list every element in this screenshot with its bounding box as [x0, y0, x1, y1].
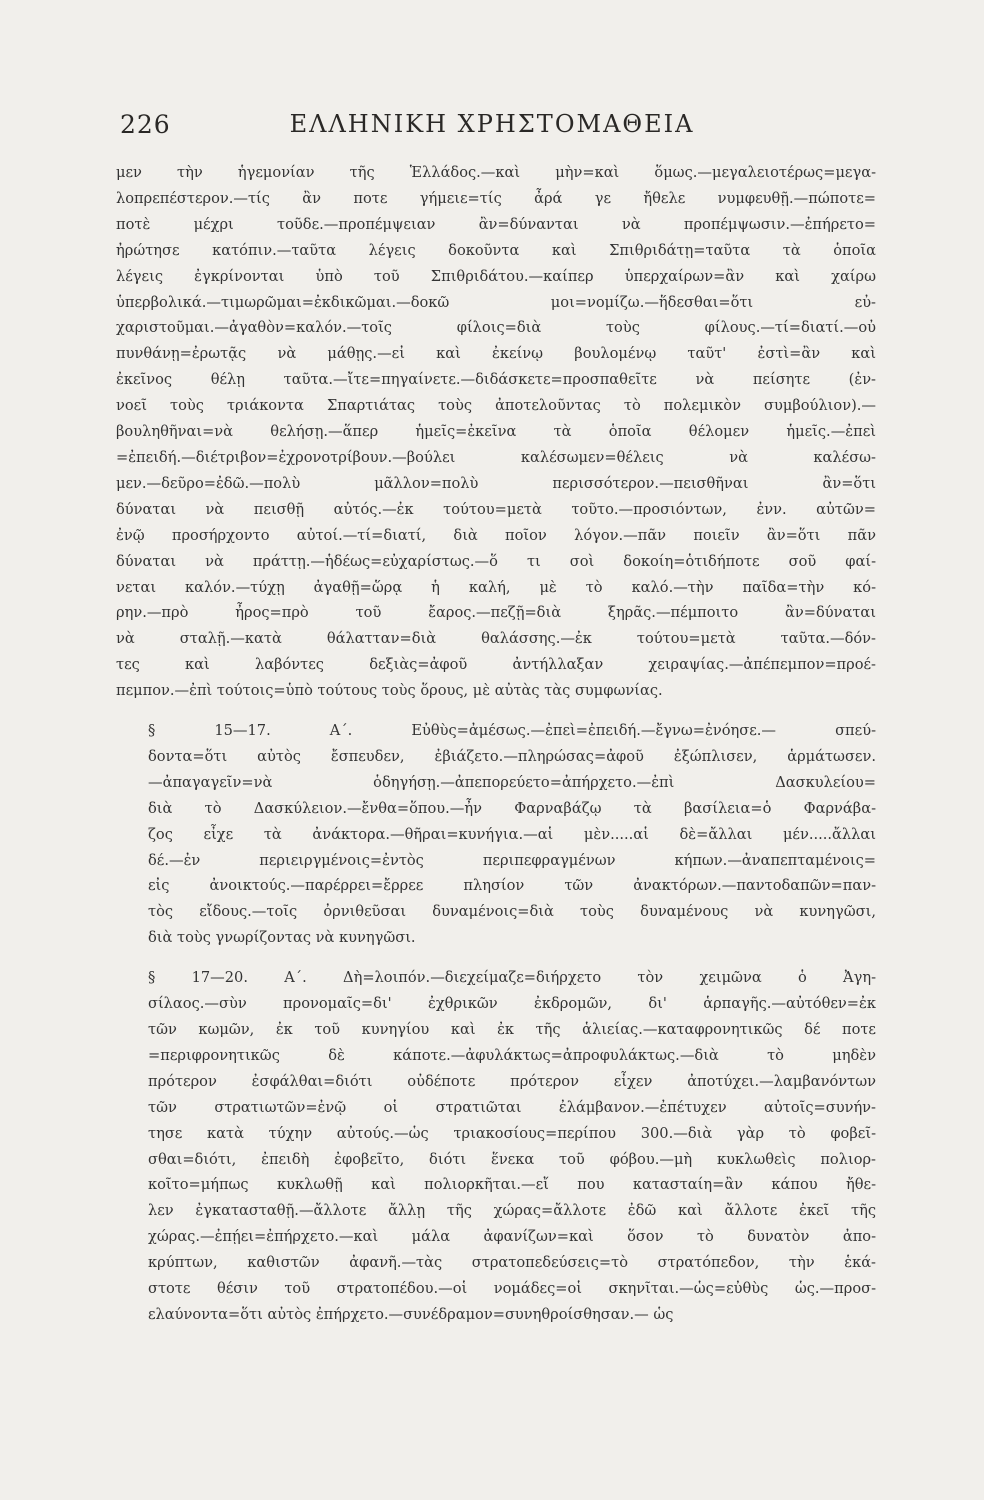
- text-line: λέγεις ἐγκρίνονται ὑπὸ τοῦ Σπιθριδάτου.—καίπερ ὑπερχαίρων=ἂν καὶ χαίρω: [116, 267, 876, 285]
- text-line: μεν τὴν ἡγεμονίαν τῆς Ἑλλάδος.—καὶ μὴν=καὶ ὅμως.—μεγαλειοτέρως=μεγα-: [116, 164, 876, 181]
- text-line: διὰ τὸ Δασκύλειον.—ἔνθα=ὅπου.—ἦν Φαρναβάζῳ τὰ βασίλεια=ὁ Φαρνάβα-: [148, 799, 876, 817]
- text-line: δοντα=ὅτι αὐτὸς ἔσπευδεν, ἐβιάζετο.—πληρώσας=ἀφοῦ ἐξώπλισεν, ἁρμάτωσεν.: [148, 747, 876, 765]
- text-line: διὰ τοὺς γνωρίζοντας νὰ κυνηγῶσι.: [148, 929, 416, 947]
- text-line: § 17—20. Α΄. Δὴ=λοιπόν.—διεχείμαζε=διήρχετο τὸν χειμῶνα ὁ Ἀγη-: [148, 969, 876, 987]
- text-line: πυνθάνῃ=ἐρωτᾷς νὰ μάθῃς.—εἰ καὶ ἐκείνῳ βουλομένῳ ταῦτ' ἐστὶ=ἂν καὶ: [116, 345, 876, 363]
- text-line: τησε κατὰ τύχην αὐτούς.—ὡς τριακοσίους=περίπου 300.—διὰ γὰρ τὸ φοβεῖ-: [148, 1124, 876, 1142]
- text-line: σθαι=διότι, ἐπειδὴ ἐφοβεῖτο, διότι ἕνεκα τοῦ φόβου.—μὴ κυκλωθεὶς πολιορ-: [148, 1150, 876, 1168]
- text-line: ἐνῷ προσήρχοντο αὐτοί.—τί=διατί, διὰ ποῖον λόγον.—πᾶν ποιεῖν ἂν=ὅτι πᾶν: [116, 526, 876, 544]
- text-line: κοῖτο=μήπως κυκλωθῇ καὶ πολιορκῆται.—εἴ που κατασταίη=ἂν κάπου ἤθε-: [148, 1176, 876, 1194]
- text-line: ὑπερβολικά.—τιμωρῶμαι=ἐκδικῶμαι.—δοκῶ μοι=νομίζω.—ἥδεσθαι=ὅτι εὐ-: [116, 293, 876, 311]
- text-line: —ἀπαγαγεῖν=νὰ ὁδηγήσῃ.—ἀπεπορεύετο=ἀπήρχετο.—ἐπὶ Δασκυλείου=: [148, 773, 876, 791]
- text-line: ἐκεῖνος θέλῃ ταῦτα.—ἴτε=πηγαίνετε.—διδάσκετε=προσπαθεῖτε νὰ πείσητε (ἐν-: [116, 371, 876, 389]
- text-line: πεμπον.—ἐπὶ τούτοις=ὑπὸ τούτους τοὺς ὅρους, μὲ αὐτὰς τὰς συμφωνίας.: [116, 682, 663, 700]
- text-line: ρην.—πρὸ ἦρος=πρὸ τοῦ ἔαρος.—πεζῇ=διὰ ξηρᾶς.—πέμποιτο ἂν=δύναται: [116, 604, 876, 622]
- page-number: 226: [120, 110, 171, 139]
- text-line: =περιφρονητικῶς δὲ κάποτε.—ἀφυλάκτως=ἀπροφυλάκτως.—διὰ τὸ μηδὲν: [148, 1046, 876, 1064]
- text-line: πρότερον ἐσφάλθαι=διότι οὐδέποτε πρότερον εἶχεν ἀποτύχει.—λαμβανόντων: [148, 1072, 876, 1090]
- paragraph-section: [116, 965, 876, 1328]
- text-line: νὰ σταλῇ.—κατὰ θάλατταν=διὰ θαλάσσης.—ἐκ τούτου=μετὰ ταῦτα.—δόν-: [116, 630, 876, 648]
- commentary-text: [116, 160, 876, 1328]
- text-line: § 15—17. Α΄. Εὐθὺς=ἀμέσως.—ἐπεὶ=ἐπειδή.—ἔγνω=ἐνόησε.— σπεύ-: [148, 722, 876, 740]
- text-line: τῶν στρατιωτῶν=ἐνῷ οἱ στρατιῶται ἐλάμβανον.—ἐπέτυχεν αὐτοῖς=συνήν-: [148, 1098, 876, 1116]
- running-head: ΕΛΛΗΝΙΚΗ ΧΡΗΣΤΟΜΑΘΕΙΑ: [289, 110, 695, 138]
- page-header: [120, 110, 864, 146]
- text-line: βουληθῆναι=νὰ θελήσῃ.—ἅπερ ἡμεῖς=ἐκεῖνα τὰ ὁποῖα θέλομεν ἡμεῖς.—ἐπεὶ: [116, 423, 876, 441]
- text-line: λεν ἐγκατασταθῇ.—ἄλλοτε ἄλλῃ τῆς χώρας=ἄλλοτε ἐδῶ καὶ ἄλλοτε ἐκεῖ τῆς: [148, 1202, 876, 1220]
- paragraph-notes: [116, 160, 876, 704]
- text-line: =ἐπειδή.—διέτριβον=ἐχρονοτρίβουν.—βούλει καλέσωμεν=θέλεις νὰ καλέσω-: [116, 448, 876, 466]
- text-line: δύναται νὰ πεισθῇ αὐτός.—ἐκ τούτου=μετὰ τοῦτο.—προσιόντων, ἐνν. αὐτῶν=: [116, 500, 876, 518]
- text-line: νοεῖ τοὺς τριάκοντα Σπαρτιάτας τοὺς ἀποτελοῦντας τὸ πολεμικὸν συμβούλιον).—: [116, 397, 876, 415]
- text-line: νεται καλόν.—τύχῃ ἀγαθῇ=ὥρᾳ ἡ καλή, μὲ τὸ καλό.—τὴν παῖδα=τὴν κό-: [116, 578, 876, 596]
- text-line: κρύπτων, καθιστῶν ἀφανῆ.—τὰς στρατοπεδεύσεις=τὸ στρατόπεδον, τὴν ἑκά-: [148, 1254, 876, 1272]
- text-line: εἰς ἀνοικτούς.—παρέρρει=ἔρρεε πλησίον τῶν ἀνακτόρων.—παντοδαπῶν=παν-: [148, 877, 876, 895]
- text-line: ζος εἶχε τὰ ἀνάκτορα.—θῆραι=κυνήγια.—αἱ μὲν.....αἱ δὲ=ἄλλαι μέν.....ἄλλαι: [148, 825, 876, 843]
- text-line: τῶν κωμῶν, ἐκ τοῦ κυνηγίου καὶ ἐκ τῆς ἁλιείας.—καταφρονητικῶς δέ ποτε: [148, 1021, 876, 1038]
- text-line: στοτε θέσιν τοῦ στρατοπέδου.—οἱ νομάδες=οἱ σκηνῖται.—ὡς=εὐθὺς ὡς.—προσ-: [148, 1280, 876, 1298]
- text-line: ἠρώτησε κατόπιν.—ταῦτα λέγεις δοκοῦντα καὶ Σπιθριδάτῃ=ταῦτα τὰ ὁποῖα: [116, 241, 876, 259]
- text-line: χώρας.—ἐπῄει=ἐπήρχετο.—καὶ μάλα ἀφανίζων=καὶ ὅσον τὸ δυνατὸν ἀπο-: [148, 1228, 876, 1246]
- text-line: σίλαος.—σὺν προνομαῖς=δι' ἐχθρικῶν ἐκδρομῶν, δι' ἁρπαγῆς.—αὐτόθεν=ἐκ: [148, 995, 876, 1013]
- text-line: δέ.—ἐν περιειργμένοις=ἐντὸς περιπεφραγμένων κήπων.—ἀναπεπταμένοις=: [148, 851, 876, 869]
- text-line: ελαύνοντα=ὅτι αὐτὸς ἐπήρχετο.—συνέδραμον=συνηθροίσθησαν.— ὡς: [148, 1305, 674, 1323]
- text-line: μεν.—δεῦρο=ἐδῶ.—πολὺ μᾶλλον=πολὺ περισσότερον.—πεισθῆναι ἂν=ὅτι: [116, 474, 876, 492]
- text-line: λοπρεπέστερον.—τίς ἂν ποτε γήμειε=τίς ἆρά γε ἤθελε νυμφευθῇ.—πώποτε=: [116, 189, 876, 207]
- text-line: τες καὶ λαβόντες δεξιὰς=ἀφοῦ ἀντήλλαξαν χειραψίας.—ἀπέπεμπον=προέ-: [116, 656, 876, 674]
- text-line: δύναται νὰ πράττῃ.—ἡδέως=εὐχαρίστως.—ὅ τι σοὶ δοκοίη=ὁτιδήποτε σοῦ φαί-: [116, 552, 876, 570]
- text-line: τὸς εἴδους.—τοῖς ὀρνιθεῦσαι δυναμένοις=διὰ τοὺς δυναμένους νὰ κυνηγῶσι,: [148, 903, 876, 921]
- text-line: χαριστοῦμαι.—ἀγαθὸν=καλόν.—τοῖς φίλοις=διὰ τοὺς φίλους.—τί=διατί.—οὐ: [116, 319, 876, 337]
- text-line: ποτὲ μέχρι τοῦδε.—προπέμψειαν ἂν=δύνανται νὰ προπέμψωσιν.—ἐπήρετο=: [116, 215, 876, 233]
- paragraph-section: [116, 718, 876, 951]
